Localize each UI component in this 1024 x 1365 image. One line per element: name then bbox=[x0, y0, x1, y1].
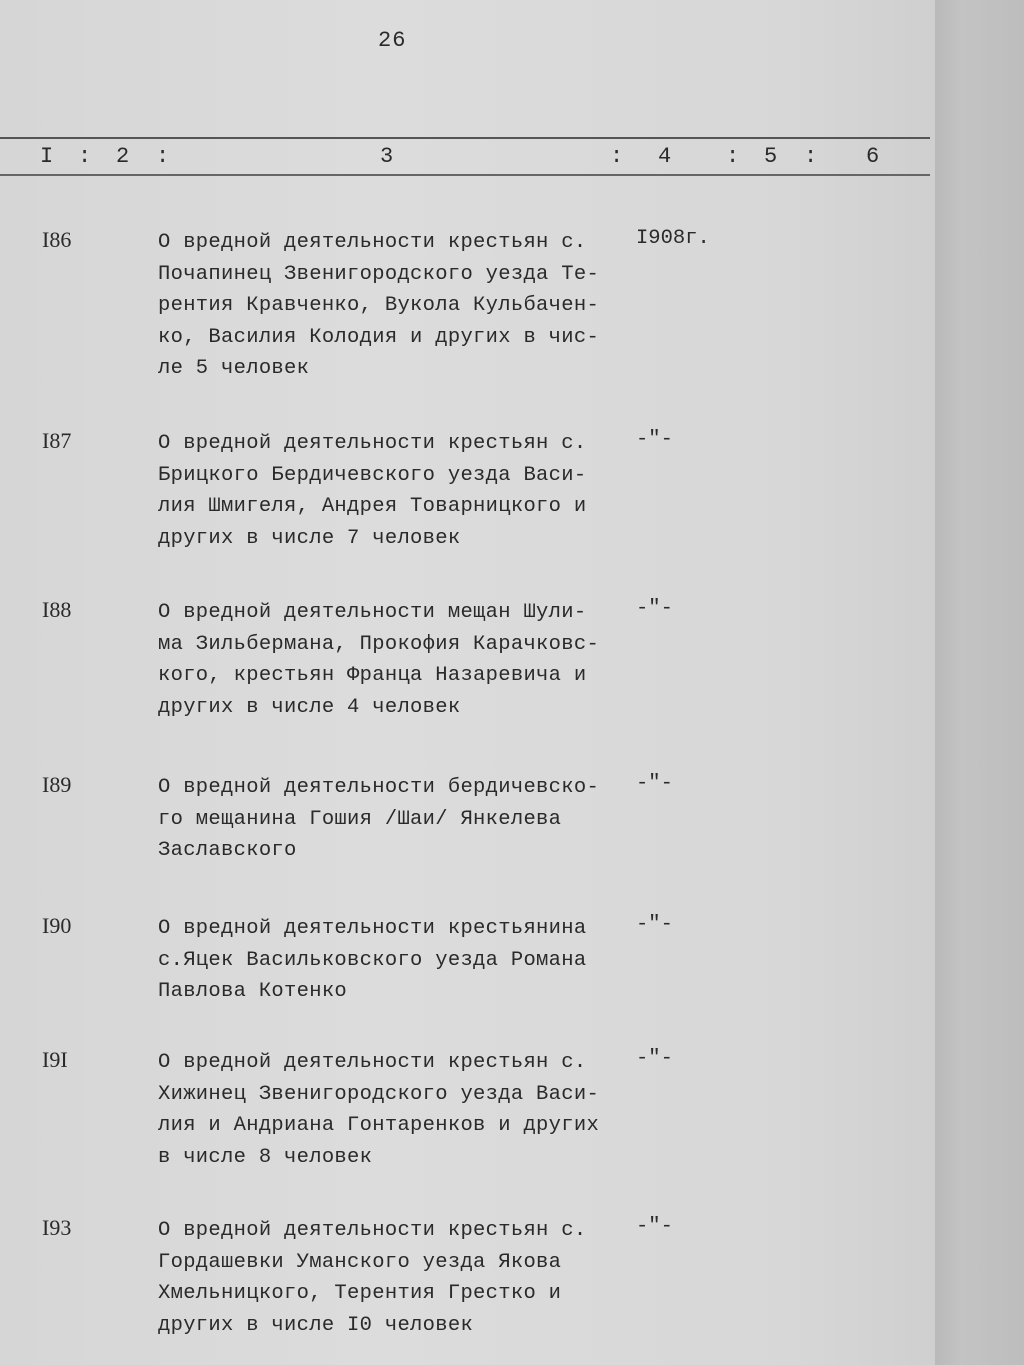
header-col-5: 5 bbox=[764, 144, 778, 169]
row-line: других в числе 7 человек bbox=[158, 526, 461, 550]
row-line: в числе 8 человек bbox=[158, 1145, 373, 1169]
header-col-1: I bbox=[40, 144, 54, 169]
row-description bbox=[158, 913, 628, 1008]
row-line: О вредной деятельности мещан Шули- bbox=[158, 601, 587, 624]
row-line: Павлова Котенко bbox=[158, 980, 348, 1003]
row-line: ма Зильбермана, Прокофия Карачковс- bbox=[158, 632, 600, 656]
header-bottom-rule bbox=[0, 174, 930, 176]
page-number: 26 bbox=[378, 28, 407, 53]
row-line: О вредной деятельности крестьян с. bbox=[158, 231, 587, 254]
row-line: го мещанина Гошия /Шаи/ Янкелева bbox=[158, 807, 562, 831]
row-number: I89 bbox=[42, 772, 72, 797]
row-line: О вредной деятельности крестьян с. bbox=[158, 432, 587, 455]
row-line: кого, крестьян Франца Назаревича и bbox=[158, 664, 587, 687]
row-line: О вредной деятельности крестьян с. bbox=[158, 1051, 587, 1074]
header-separator: : bbox=[78, 144, 92, 169]
row-description bbox=[158, 428, 628, 554]
row-line: лия и Андриана Гонтаренков и других bbox=[158, 1114, 600, 1137]
row-number: I90 bbox=[42, 913, 72, 938]
row-line: с.Яцек Васильковского уезда Романа bbox=[158, 948, 587, 972]
row-line: О вредной деятельности бердичевско- bbox=[158, 776, 600, 799]
row-date: -"- bbox=[636, 772, 673, 795]
row-line: других в числе I0 человек bbox=[158, 1313, 474, 1337]
header-col-3: 3 bbox=[380, 144, 394, 169]
page-edge-shadow bbox=[935, 0, 1024, 1365]
row-line: Хижинец Звенигородского уезда Васи- bbox=[158, 1082, 600, 1106]
row-line: О вредной деятельности крестьянина bbox=[158, 917, 587, 940]
row-line: лия Шмигеля, Андрея Товарницкого и bbox=[158, 495, 587, 518]
row-line: других в числе 4 человек bbox=[158, 695, 461, 719]
row-line: рентия Кравченко, Вукола Кульбачен- bbox=[158, 294, 600, 317]
row-number: I88 bbox=[42, 597, 72, 622]
row-date: -"- bbox=[636, 913, 673, 936]
row-date: -"- bbox=[636, 1047, 673, 1070]
row-number: I93 bbox=[42, 1215, 72, 1240]
row-line: ле 5 человек bbox=[158, 357, 310, 380]
row-description bbox=[158, 227, 628, 385]
header-col-4: 4 bbox=[658, 144, 672, 169]
header-separator: : bbox=[156, 144, 170, 169]
row-description bbox=[158, 1215, 628, 1341]
row-number: I87 bbox=[42, 428, 72, 453]
row-line: Брицкого Бердичевского уезда Васи- bbox=[158, 463, 587, 487]
row-line: Гордашевки Уманского уезда Якова bbox=[158, 1250, 562, 1274]
row-date: -"- bbox=[636, 428, 673, 451]
row-number: I86 bbox=[42, 227, 72, 252]
row-line: Хмельницкого, Терентия Грестко и bbox=[158, 1282, 562, 1305]
row-description bbox=[158, 597, 628, 723]
header-separator: : bbox=[726, 144, 740, 169]
row-date: I908г. bbox=[636, 227, 710, 250]
header-col-2: 2 bbox=[116, 144, 130, 169]
header-separator: : bbox=[804, 144, 818, 169]
header-col-6: 6 bbox=[866, 144, 880, 169]
row-line: Почапинец Звенигородского уезда Те- bbox=[158, 262, 600, 286]
row-description bbox=[158, 772, 628, 867]
row-description bbox=[158, 1047, 628, 1173]
row-line: Заславского bbox=[158, 839, 297, 862]
header-separator: : bbox=[610, 144, 624, 169]
header-top-rule bbox=[0, 137, 930, 139]
row-date: -"- bbox=[636, 597, 673, 620]
row-date: -"- bbox=[636, 1215, 673, 1238]
row-number: I9I bbox=[42, 1047, 68, 1072]
row-line: ко, Василия Колодия и других в чис- bbox=[158, 325, 600, 349]
row-line: О вредной деятельности крестьян с. bbox=[158, 1219, 587, 1242]
